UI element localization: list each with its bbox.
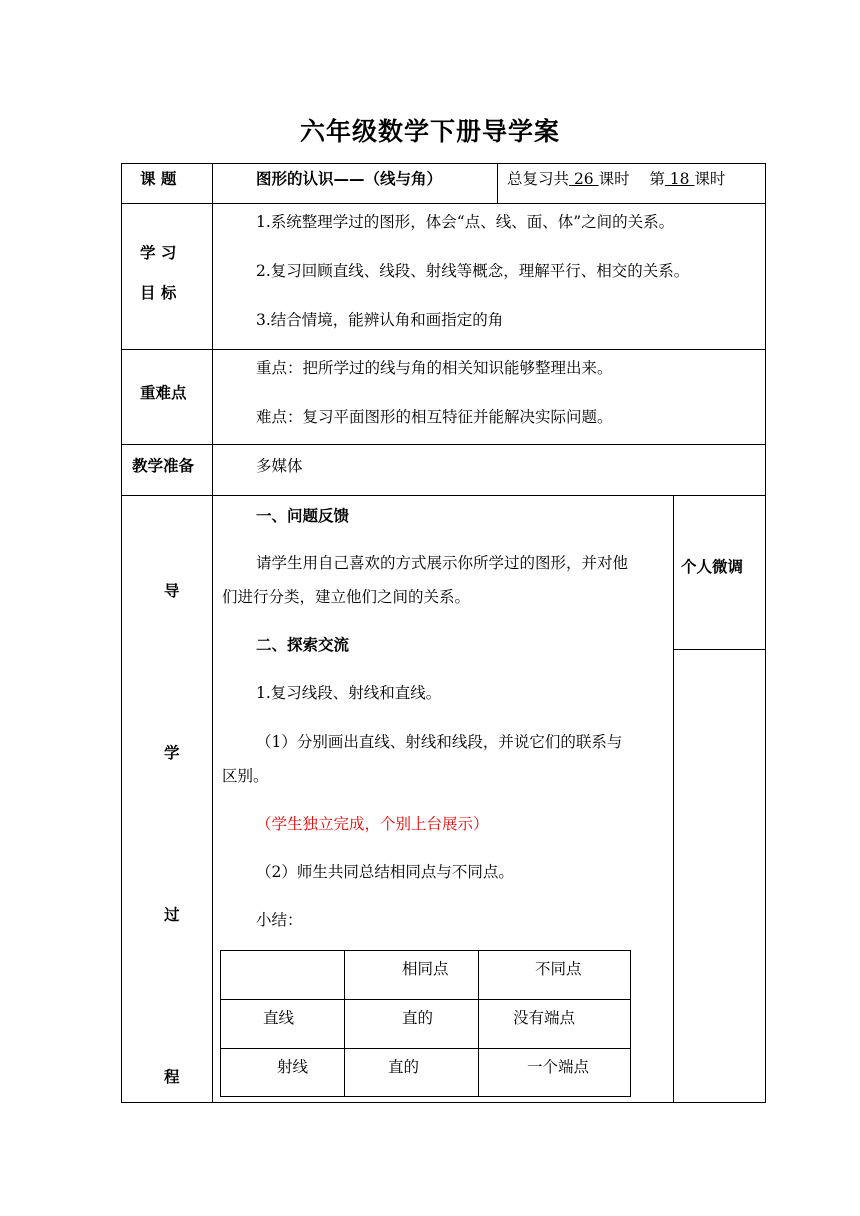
- review-subitem-cont: 区别。: [222, 767, 269, 785]
- review-item: 1.复习线段、射线和直线。: [256, 684, 442, 702]
- process-label-char: 过: [164, 906, 180, 924]
- summary-table-border: [220, 950, 221, 1097]
- total-lessons-value: 26: [569, 170, 599, 188]
- objectives-label-line2: 目 标: [140, 284, 177, 302]
- table-divider: [121, 203, 766, 204]
- summary-cell: 直的: [402, 1009, 434, 1027]
- table-border-top: [121, 163, 766, 164]
- summary-row-label: 射线: [277, 1058, 309, 1076]
- objective-item: 1.系统整理学过的图形，体会“点、线、面、体”之间的关系。: [256, 213, 675, 231]
- lesson-number-value: 18: [664, 170, 695, 188]
- preparation-label: 教学准备: [132, 457, 195, 475]
- summary-table-border: [220, 1096, 631, 1097]
- objective-item: 2.复习回顾直线、线段、射线等概念，理解平行、相交的关系。: [256, 262, 690, 280]
- side-column-border: [673, 495, 674, 1103]
- review-subitem: （2）师生共同总结相同点与不同点。: [256, 863, 514, 881]
- summary-table-divider: [220, 1048, 631, 1049]
- process-label-char: 程: [164, 1068, 180, 1086]
- teacher-note: （学生独立完成，个别上台展示）: [256, 815, 489, 833]
- process-label-char: 导: [164, 582, 180, 600]
- topic-label: 课 题: [140, 170, 177, 188]
- table-border-right: [765, 163, 766, 1103]
- process-label-char: 学: [164, 744, 180, 762]
- section1-title: 一、问题反馈: [256, 507, 350, 525]
- topic-title: 图形的认识——（线与角）: [256, 170, 443, 188]
- side-column-header: 个人微调: [681, 558, 744, 576]
- summary-header-cell: 相同点: [402, 960, 449, 978]
- summary-table-divider: [220, 999, 631, 1000]
- summary-table-divider: [478, 950, 479, 1097]
- table-divider: [121, 444, 766, 445]
- summary-cell: 直的: [388, 1058, 420, 1076]
- preparation-value: 多媒体: [256, 457, 303, 475]
- objective-item: 3.结合情境，能辨认角和画指定的角: [256, 311, 504, 329]
- summary-header-cell: 不同点: [535, 960, 582, 978]
- page-title: 六年级数学下册导学案: [299, 117, 560, 146]
- review-subitem: （1）分别画出直线、射线和线段，并说它们的联系与: [256, 733, 623, 751]
- key-point-difficulty: 难点：复习平面图形的相互特征并能解决实际问题。: [256, 408, 613, 426]
- summary-row-label: 直线: [263, 1009, 295, 1027]
- lesson-count: 总复习共 26 课时 第 18 课时: [507, 170, 726, 188]
- header-column-divider: [497, 163, 498, 204]
- table-border-bottom: [121, 1102, 766, 1103]
- key-points-label: 重难点: [140, 384, 187, 402]
- summary-table-divider: [344, 950, 345, 1097]
- summary-label: 小结：: [256, 911, 303, 929]
- summary-table-border: [630, 950, 631, 1097]
- summary-cell: 一个端点: [527, 1058, 590, 1076]
- section1-text: 请学生用自己喜欢的方式展示你所学过的图形，并对他: [256, 554, 629, 572]
- table-divider: [121, 349, 766, 350]
- label-column-divider: [212, 163, 213, 1103]
- table-border-left: [121, 163, 122, 1103]
- summary-table-border: [220, 950, 631, 951]
- table-divider: [121, 495, 766, 496]
- section2-title: 二、探索交流: [256, 636, 350, 654]
- section1-text-cont: 们进行分类，建立他们之间的关系。: [222, 588, 471, 606]
- side-column-divider: [673, 649, 766, 650]
- key-point-focus: 重点：把所学过的线与角的相关知识能够整理出来。: [256, 359, 613, 377]
- objectives-label-line1: 学 习: [140, 244, 177, 262]
- summary-cell: 没有端点: [513, 1009, 576, 1027]
